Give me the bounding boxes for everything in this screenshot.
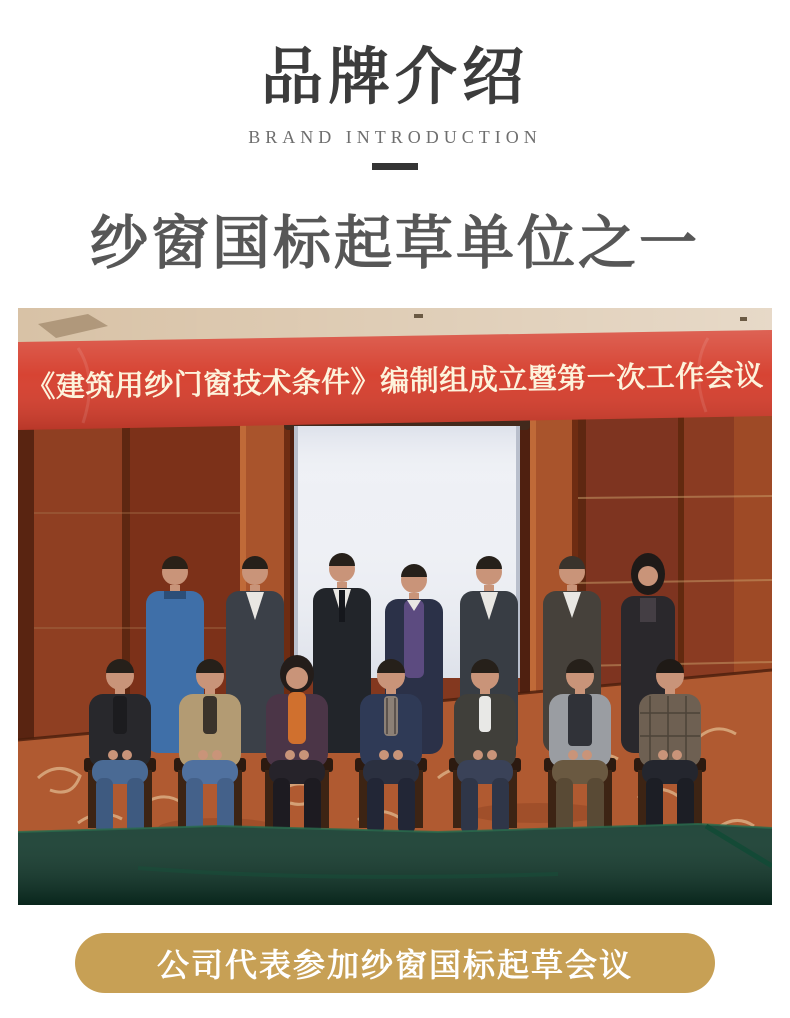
caption-text: 公司代表参加纱窗国标起草会议 bbox=[156, 946, 633, 983]
brand-intro-header bbox=[0, 0, 790, 170]
page-title: 品牌介绍 bbox=[260, 43, 529, 112]
section-headline: 纱窗国标起草单位之一 bbox=[89, 211, 700, 277]
banner-text: 《建筑用纱门窗技术条件》编制组成立暨第一次工作会议 bbox=[26, 360, 764, 404]
divider-dash bbox=[372, 163, 418, 170]
conference-photo-scene bbox=[18, 308, 772, 905]
caption-badge bbox=[75, 933, 715, 993]
green-table bbox=[18, 824, 772, 905]
red-banner bbox=[18, 330, 772, 430]
conference-photo bbox=[18, 308, 772, 905]
page-subtitle: BRAND INTRODUCTION bbox=[248, 127, 542, 148]
